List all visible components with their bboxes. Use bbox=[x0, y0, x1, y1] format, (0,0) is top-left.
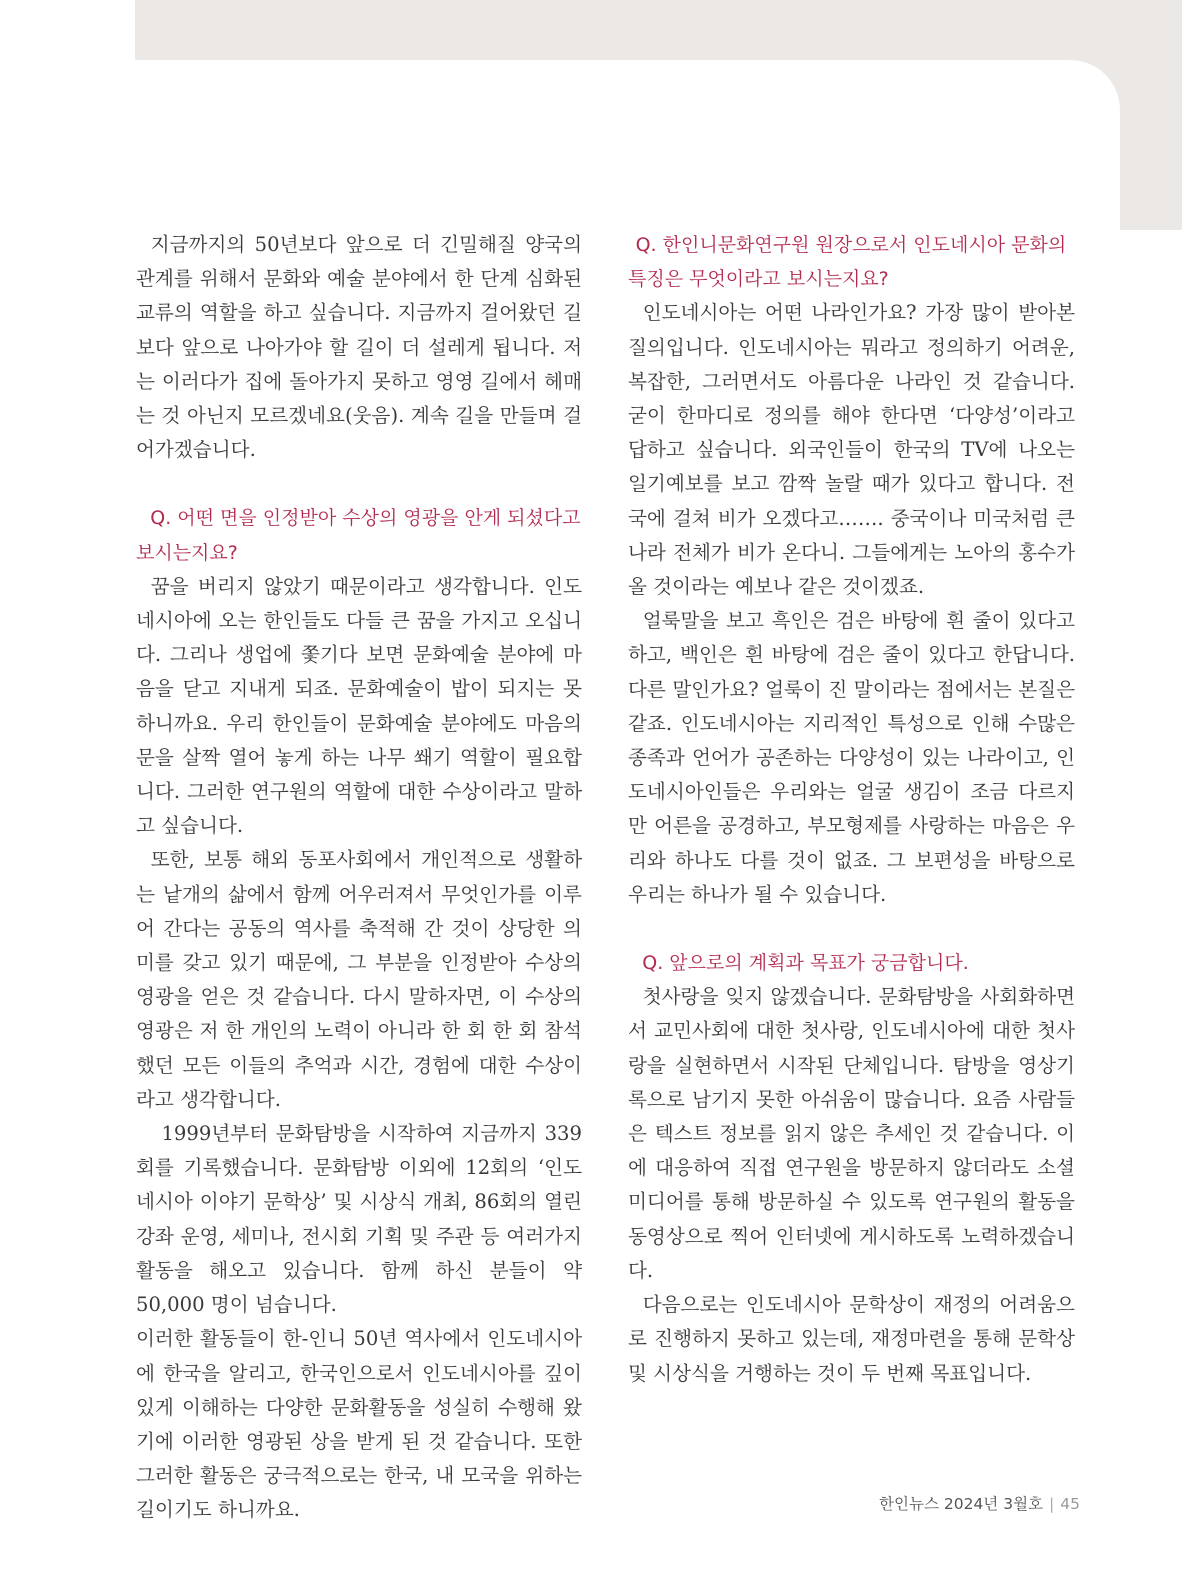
header-band bbox=[135, 0, 1182, 60]
right-paragraph-1: 인도네시아는 어떤 나라인가요? 가장 많이 받아본 질의입니다. 인도네시아는 뭐라고 정의하기 어려운, 복잡한, 그러면서도 아름다운 나라인 것 같습니다. 굳이 한마디로 정의를 해야 한다면 ‘다양성’이라고 답하고 싶습니다. 외국인들이 한국의 TV에 나오는 일기예보를 보고 깜짝 놀랄 때가 있다고 합니다. 전국에 걸쳐 비가 오겠다고……. 중국이나 미국처럼 큰 나라 전체가 비가 온다니. 그들에게는 노아의 홍수가 올 것이라는 예보나 같은 것이겠죠. bbox=[628, 301, 1075, 599]
left-paragraph-5: 이러한 활동들이 한-인니 50년 역사에서 인도네시아에 한국을 알리고, 한국인으로서 인도네시아를 깊이있게 이해하는 다양한 문화활동을 성실히 수행해 왔기에 이러한 영광된 상을 받게 된 것 같습니다. 또한 그러한 활동은 궁극적으로는 한국, 내 모국을 위하는 길이기도 하니까요. bbox=[136, 1327, 582, 1522]
left-paragraph-3: 또한, 보통 해외 동포사회에서 개인적으로 생활하는 낱개의 삶에서 함께 어우러져서 무엇인가를 이루어 간다는 공동의 역사를 축적해 간 것이 상당한 의미를 갖고 있기 때문에, 그 부분을 인정받아 수상의 영광을 얻은 것 같습니다. 다시 말하자면, 이 수상의 영광은 저 한 개인의 노력이 아니라 한 회 한 회 참석했던 모든 이들의 추억과 시간, 경험에 대한 수상이라고 생각합니다. bbox=[136, 848, 582, 1111]
question-award-reason: Q. 어떤 면을 인정받아 수상의 영광을 안게 되셨다고 보시는지요? bbox=[136, 507, 581, 564]
question-culture-features: Q. 한인니문화연구원 원장으로서 인도네시아 문화의 특징은 무엇이라고 보시는지요? bbox=[628, 234, 1067, 291]
footer-separator: | bbox=[1049, 1495, 1055, 1513]
left-paragraph-4: 1999년부터 문화탐방을 시작하여 지금까지 339회를 기록했습니다. 문화탐방 이외에 12회의 ‘인도네시아 이야기 문학상’ 및 시상식 개최, 86회의 열린강좌 운영, 세미나, 전시회 기획 및 주관 등 여러가지 활동을 해오고 있습니다. 함께 하신 분들이 약 50,000 명이 넘습니다. bbox=[136, 1122, 582, 1317]
publication-name: 한인뉴스 2024년 3월호 bbox=[879, 1495, 1044, 1513]
page-footer bbox=[870, 1492, 1080, 1514]
right-paragraph-4: 다음으로는 인도네시아 문학상이 재정의 어려움으로 진행하지 못하고 있는데, 재정마련을 통해 문학상 및 시상식을 거행하는 것이 두 번째 목표입니다. bbox=[628, 1293, 1075, 1385]
page-number: 45 bbox=[1060, 1495, 1080, 1513]
spacer bbox=[136, 467, 582, 501]
left-column bbox=[136, 228, 582, 1528]
left-paragraph-1: 지금까지의 50년보다 앞으로 더 긴밀해질 양국의 관계를 위해서 문화와 예술 분야에서 한 단계 심화된 교류의 역할을 하고 싶습니다. 지금까지 걸어왔던 길보다 앞으로 나아가야 할 길이 더 설레게 됩니다. 저는 이러다가 집에 돌아가지 못하고 영영 길에서 헤매는 것 아닌지 모르겠네요(웃음). 계속 길을 만들며 걸어가겠습니다. bbox=[136, 233, 582, 462]
question-future-plans: Q. 앞으로의 계획과 목표가 궁금합니다. bbox=[642, 952, 969, 975]
right-column bbox=[628, 228, 1075, 1391]
left-paragraph-2: 꿈을 버리지 않았기 때문이라고 생각합니다. 인도네시아에 오는 한인들도 다들 큰 꿈을 가지고 오십니다. 그리나 생업에 쫓기다 보면 문화예술 분야에 마음을 닫고 지내게 되죠. 문화예술이 밥이 되지는 못하니까요. 우리 한인들이 문화예술 분야에도 마음의 문을 살짝 열어 놓게 하는 나무 쐐기 역할이 필요합니다. 그러한 연구원의 역할에 대한 수상이라고 말하고 싶습니다. bbox=[136, 574, 582, 838]
spacer bbox=[628, 912, 1075, 946]
right-paragraph-3: 첫사랑을 잊지 않겠습니다. 문화탐방을 사회화하면서 교민사회에 대한 첫사랑, 인도네시아에 대한 첫사랑을 실현하면서 시작된 단체입니다. 탐방을 영상기록으로 남기지 못한 아쉬움이 많습니다. 요즘 사람들은 텍스트 정보를 읽지 않은 추세인 것 같습니다. 이에 대응하여 직접 연구원을 방문하지 않더라도 소셜미디어를 통해 방문하실 수 있도록 연구원의 활동을 동영상으로 찍어 인터넷에 게시하도록 노력하겠습니다. bbox=[628, 985, 1075, 1282]
right-paragraph-2: 얼룩말을 보고 흑인은 검은 바탕에 흰 줄이 있다고 하고, 백인은 흰 바탕에 검은 줄이 있다고 한답니다. 다른 말인가요? 얼룩이 진 말이라는 점에서는 본질은 같죠. 인도네시아는 지리적인 특성으로 인해 수많은 종족과 언어가 공존하는 다양성이 있는 나라이고, 인도네시아인들은 우리와는 얼굴 생김이 조금 다르지만 어른을 공경하고, 부모형제를 사랑하는 마음은 우리와 하나도 다를 것이 없죠. 그 보편성을 바탕으로 우리는 하나가 될 수 있습니다. bbox=[628, 609, 1075, 906]
